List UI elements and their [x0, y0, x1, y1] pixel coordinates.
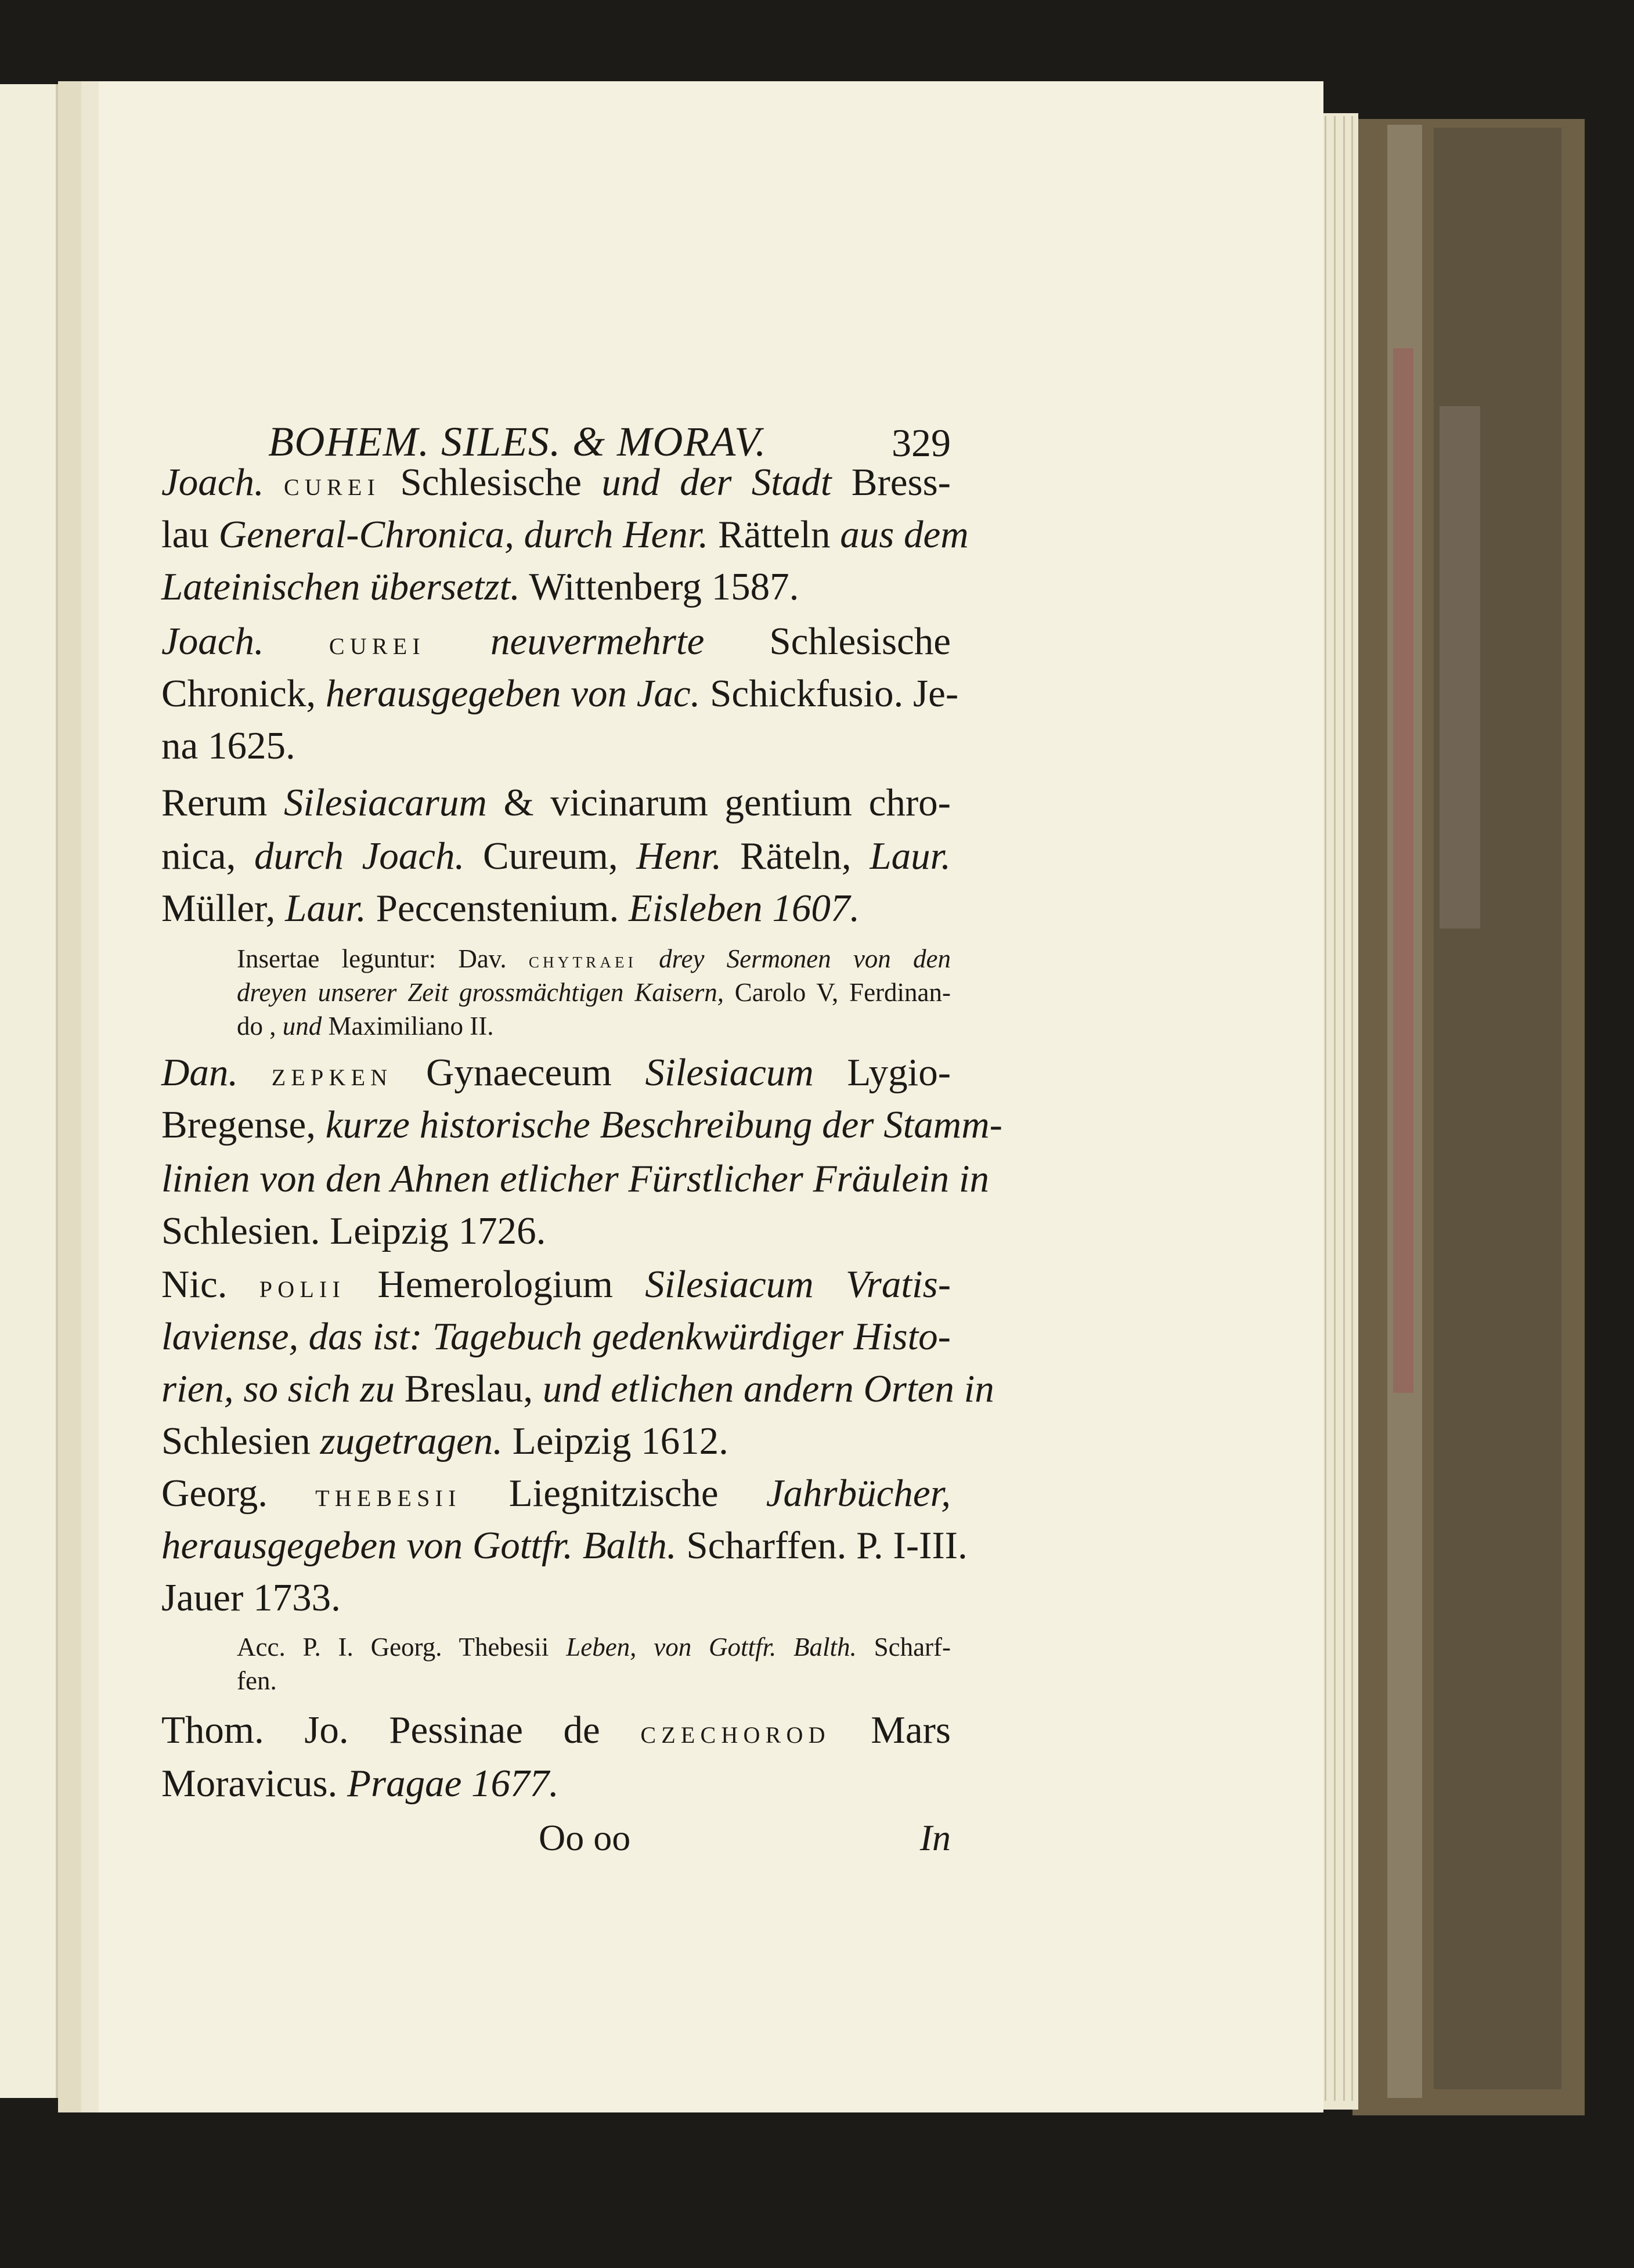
- entry-line: [161, 1422, 951, 1461]
- text-run: Schlesische: [380, 461, 602, 504]
- text-run: Mars: [830, 1709, 951, 1751]
- text-run: kurze historische Beschreibung der Stamm-: [325, 1103, 1002, 1146]
- text-run: Leben, von Gottfr. Balth.: [566, 1633, 857, 1662]
- text-run: Cureum,: [464, 835, 637, 877]
- text-run: czechorod: [640, 1714, 831, 1750]
- text-run: General-Chronica, durch Henr.: [218, 513, 709, 556]
- entry-note-line: [237, 1668, 951, 1694]
- text-run: und der Stadt: [601, 461, 832, 504]
- entry-line: [161, 1711, 951, 1750]
- text-run: Schlesien: [161, 1420, 320, 1462]
- text-run: Moravicus.: [161, 1762, 348, 1805]
- text-run: Pragae 1677.: [347, 1762, 559, 1805]
- text-run: Scharf-: [856, 1633, 951, 1662]
- text-run: Jauer 1733.: [161, 1576, 341, 1619]
- text-run: herausgegeben von Jac.: [325, 672, 701, 715]
- text-run: Nic.: [161, 1263, 259, 1306]
- entry-line: [161, 1209, 951, 1252]
- text-run: durch Joach.: [254, 835, 465, 877]
- entry-line: [161, 672, 959, 715]
- text-run: Scharffen. P. I-III.: [676, 1524, 968, 1567]
- text-run: Müller,: [161, 887, 286, 930]
- entry-line: [161, 837, 951, 876]
- entry-line: [161, 1103, 1002, 1146]
- text-run: zepken: [271, 1056, 393, 1093]
- text-run: Joach.: [161, 461, 284, 504]
- text-run: chytraei: [528, 948, 637, 973]
- text-run: Joach.: [161, 620, 329, 663]
- text-run: [637, 944, 659, 973]
- text-run: Rerum: [161, 781, 284, 824]
- text-run: Jahrbücher,: [766, 1472, 951, 1515]
- entry-note-line: [237, 980, 951, 1006]
- text-run: und etlichen andern Orten in: [542, 1367, 994, 1410]
- text-run: linien von den Ahnen etlicher Fürstlicher Fräulein in: [161, 1157, 989, 1200]
- text-run: fen.: [237, 1666, 277, 1695]
- text-run: do ,: [237, 1012, 283, 1041]
- entry-line: [161, 565, 951, 608]
- text-run: Thom. Jo. Pessinae de: [161, 1709, 641, 1751]
- catchword: In: [919, 1817, 951, 1858]
- page-number: 329: [892, 421, 951, 465]
- text-run: neuvermehrte: [490, 620, 705, 663]
- entry-line: [161, 1053, 951, 1092]
- text-run: curei: [329, 625, 425, 662]
- text-run: curei: [284, 466, 381, 503]
- text-run: Laur.: [285, 887, 366, 930]
- text-run: Lygio-: [813, 1051, 951, 1094]
- text-run: Liegnitzische: [461, 1472, 766, 1515]
- text-run: Leipzig 1612.: [503, 1420, 728, 1462]
- text-run: Henr.: [636, 835, 722, 877]
- text-run: aus dem: [840, 513, 969, 556]
- text-run: und: [282, 1012, 322, 1041]
- text-run: Dan.: [161, 1051, 272, 1094]
- entry-line: [161, 1576, 951, 1619]
- text-run: herausgegeben von Gottfr. Balth.: [161, 1524, 677, 1567]
- text-run: Schlesien. Leipzig 1726.: [161, 1209, 546, 1252]
- text-run: Hemerologium: [345, 1263, 645, 1306]
- text-run: Silesiacarum: [283, 781, 487, 824]
- text-run: Eisleben 1607.: [628, 887, 860, 930]
- entry-line: [161, 622, 951, 661]
- entry-line: [161, 1524, 968, 1567]
- text-run: Gynaeceum: [392, 1051, 645, 1094]
- text-run: Bress-: [831, 461, 951, 504]
- entry-line: [161, 513, 969, 556]
- text-run: Acc. P. I. Georg. Thebesii: [237, 1633, 567, 1662]
- text-run: lau: [161, 513, 219, 556]
- entry-note-line: [237, 946, 951, 972]
- entry-line: [161, 1764, 951, 1803]
- entry-note-line: [237, 1013, 951, 1039]
- entry-line: [161, 783, 951, 822]
- text-run: Schickfusio. Je-: [700, 672, 959, 715]
- text-run: Schlesische: [704, 620, 951, 663]
- running-head: BOHEM. SILES. & MORAV.: [268, 418, 767, 465]
- text-run: Chronick,: [161, 672, 326, 715]
- entry-line: [161, 1265, 951, 1304]
- text-run: [425, 620, 490, 663]
- entry-line: [161, 1317, 951, 1356]
- text-run: & vicinarum gentium chro-: [486, 781, 951, 824]
- entry-line: [161, 463, 951, 502]
- text-run: thebesii: [315, 1477, 461, 1514]
- text-run: zugetragen.: [320, 1420, 503, 1462]
- entry-line: [161, 724, 951, 767]
- text-run: na 1625.: [161, 724, 295, 767]
- text-run: Bregense,: [161, 1103, 326, 1146]
- text-run: Räteln,: [722, 835, 870, 877]
- text-run: Peccenstenium.: [366, 887, 629, 930]
- text-run: Wittenberg 1587.: [520, 565, 799, 608]
- text-run: Georg.: [161, 1472, 316, 1515]
- text-run: Lateinischen übersetzt.: [161, 565, 520, 608]
- text-run: nica,: [161, 835, 255, 877]
- text-run: Breslau,: [395, 1367, 543, 1410]
- text-run: laviense, das ist: Tagebuch gedenkwürdiger Histo-: [161, 1315, 951, 1358]
- entry-line: [161, 1474, 951, 1513]
- entry-line: [161, 1157, 989, 1200]
- signature-mark: Oo oo: [539, 1817, 631, 1858]
- entry-line: [161, 1367, 994, 1410]
- text-run: dreyen unserer Zeit grossmächtigen Kaisern,: [237, 978, 724, 1007]
- text-run: Laur.: [870, 835, 951, 877]
- text-run: polii: [259, 1268, 346, 1305]
- text-run: rien, so sich zu: [161, 1367, 395, 1410]
- entry-line: [161, 889, 951, 928]
- text-run: Maximiliano II.: [322, 1012, 494, 1041]
- text-run: Insertae leguntur: Dav.: [237, 944, 529, 973]
- text-run: Rätteln: [708, 513, 841, 556]
- text-run: Silesiacum Vratis-: [645, 1263, 951, 1306]
- text-run: Carolo V, Ferdinan-: [723, 978, 951, 1007]
- entry-note-line: [237, 1634, 951, 1660]
- text-run: drey Sermonen von den: [659, 944, 951, 973]
- text-run: Silesiacum: [645, 1051, 814, 1094]
